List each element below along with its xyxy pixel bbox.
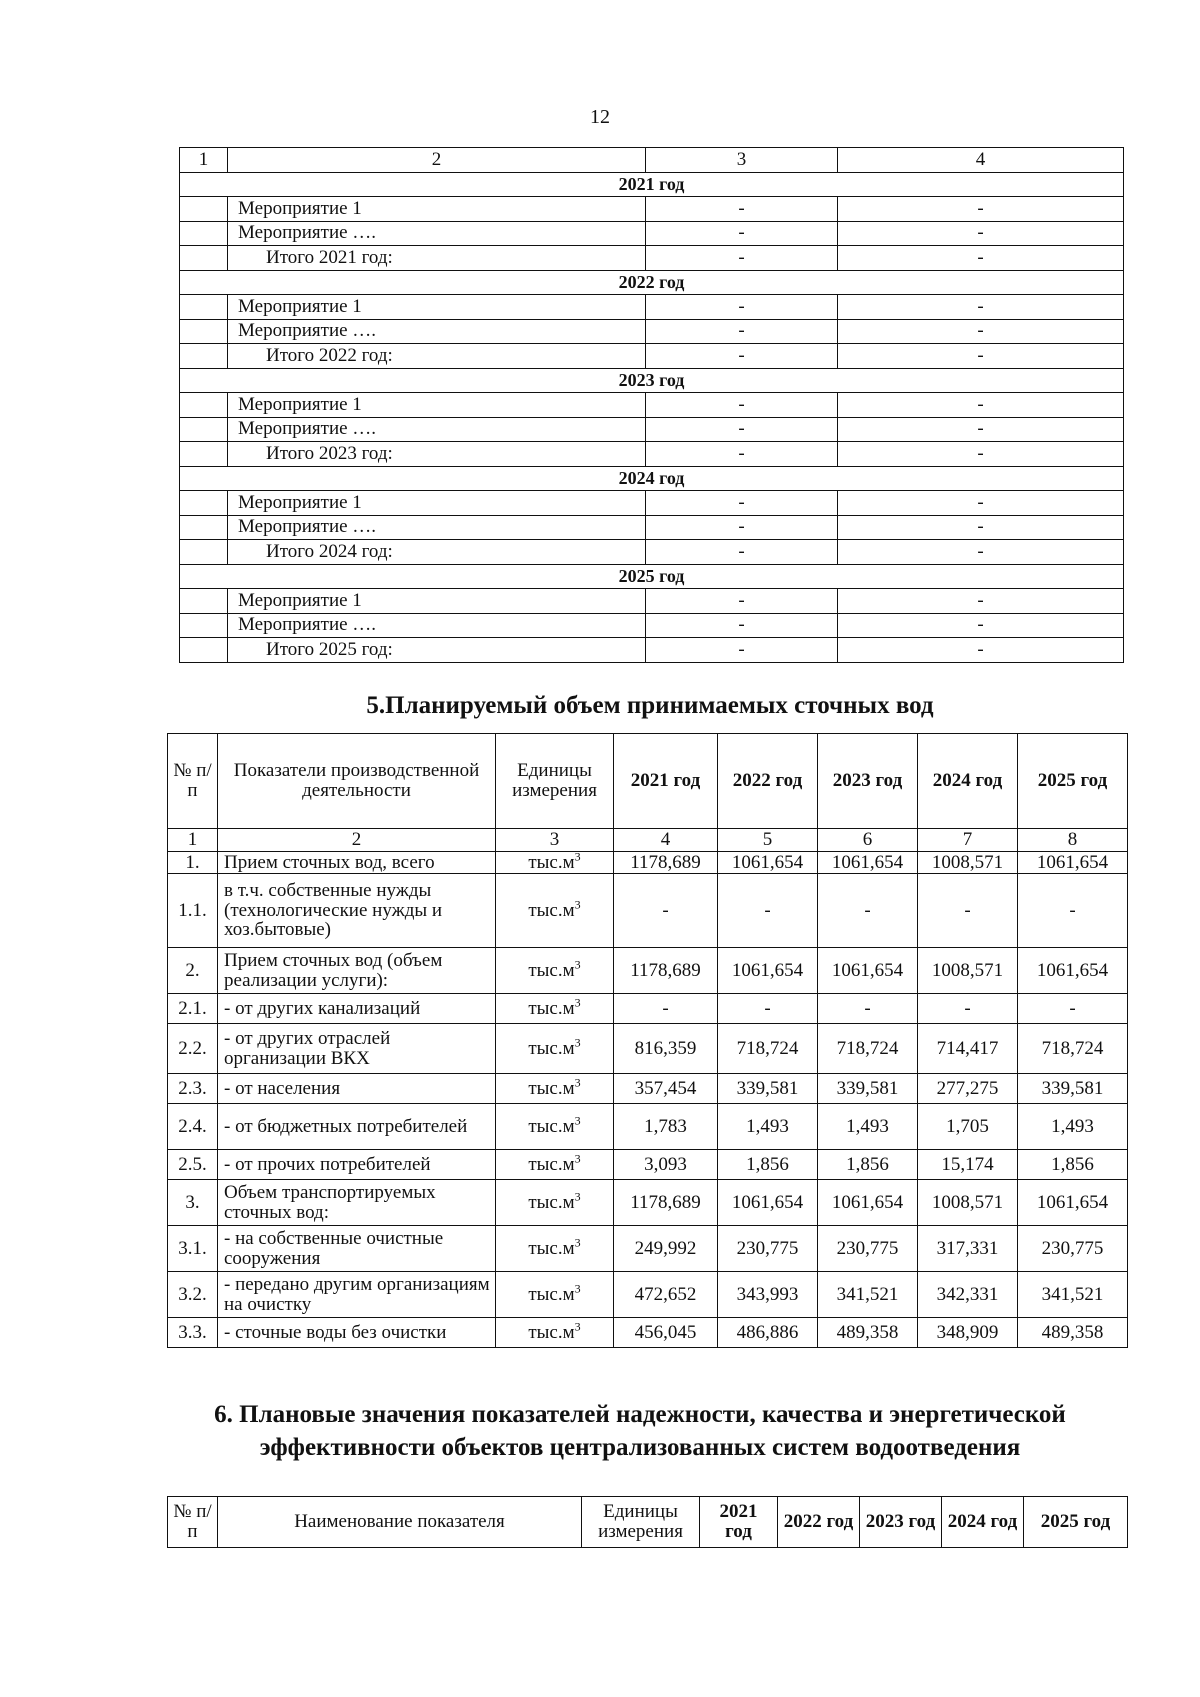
table-row (168, 874, 1128, 948)
row-number: 2.3. (168, 1074, 218, 1104)
value-cell: - (614, 874, 718, 948)
column-number: 2 (228, 148, 646, 173)
value-cell: 1,493 (718, 1104, 818, 1150)
value-cell: - (838, 638, 1124, 663)
value-cell: 718,724 (1018, 1024, 1128, 1074)
value-cell: 339,581 (1018, 1074, 1128, 1104)
row-number: 3.2. (168, 1272, 218, 1318)
value-cell: - (646, 540, 838, 565)
unit-superscript: 3 (574, 995, 581, 1010)
value-cell: - (818, 874, 918, 948)
value-cell: 1061,654 (818, 948, 918, 994)
empty-cell (180, 221, 228, 246)
column-number: 1 (180, 148, 228, 173)
row-number: 2.4. (168, 1104, 218, 1150)
wastewater-volume-table (167, 733, 1128, 1348)
table-header-row (180, 148, 1124, 173)
unit-cell (496, 849, 614, 874)
column-number: 4 (614, 829, 718, 852)
unit-text: тыс.м (528, 1191, 575, 1213)
value-cell: - (838, 344, 1124, 369)
column-number: 5 (718, 829, 818, 852)
value-cell: 1,856 (718, 1150, 818, 1180)
value-cell: - (838, 491, 1124, 516)
year-row (180, 270, 1124, 295)
value-cell: - (838, 589, 1124, 614)
value-cell: - (718, 874, 818, 948)
year-row (180, 564, 1124, 589)
value-cell: 1061,654 (818, 852, 918, 874)
row-number: 3.3. (168, 1318, 218, 1348)
column-number: 3 (496, 829, 614, 852)
empty-cell (180, 246, 228, 271)
column-number: 4 (838, 148, 1124, 173)
value-cell: 486,886 (718, 1318, 818, 1348)
column-header: 2021 год (614, 734, 718, 829)
value-cell: - (718, 994, 818, 1024)
event-name: Мероприятие …. (228, 319, 646, 344)
section6-title: 6. Плановые значения показателей надежности, качества и энергетической эффективности объектов централизованных систем водоотведения (214, 1401, 1066, 1461)
unit-superscript: 3 (574, 1151, 581, 1166)
row-number: 2. (168, 948, 218, 994)
year-row (180, 172, 1124, 197)
value-cell: - (646, 295, 838, 320)
empty-cell (180, 540, 228, 565)
value-cell: 1008,571 (918, 1180, 1018, 1226)
empty-cell (180, 491, 228, 516)
unit-cell (496, 1180, 614, 1226)
value-cell: - (1018, 874, 1128, 948)
value-cell: 1,783 (614, 1104, 718, 1150)
unit-text: тыс.м (528, 997, 575, 1019)
event-name: Итого 2021 год: (228, 246, 646, 271)
column-numbers-row (168, 829, 1128, 852)
year-label: 2025 год (180, 564, 1124, 589)
column-header: 2022 год (778, 1497, 860, 1548)
value-cell: 472,652 (614, 1272, 718, 1318)
event-name: Мероприятие 1 (228, 491, 646, 516)
value-cell: - (646, 221, 838, 246)
unit-superscript: 3 (574, 897, 581, 912)
value-cell: 341,521 (1018, 1272, 1128, 1318)
unit-superscript: 3 (574, 1281, 581, 1296)
event-name: Итого 2023 год: (228, 442, 646, 467)
value-cell: - (614, 994, 718, 1024)
table-row (168, 852, 1128, 874)
value-cell: 1,856 (1018, 1150, 1128, 1180)
column-header: Показатели производственной деятельности (218, 734, 496, 829)
value-cell: 714,417 (918, 1024, 1018, 1074)
unit-text: тыс.м (528, 959, 575, 981)
value-cell: 341,521 (818, 1272, 918, 1318)
value-cell: 456,045 (614, 1318, 718, 1348)
column-number: 1 (168, 829, 218, 852)
indicator-name: Прием сточных вод (объем реализации услуги): (218, 948, 496, 994)
value-cell: 1061,654 (1018, 852, 1128, 874)
value-cell: 718,724 (718, 1024, 818, 1074)
table-row (168, 1226, 1128, 1272)
value-cell: 1061,654 (718, 1180, 818, 1226)
table-row (180, 295, 1124, 320)
value-cell: 339,581 (718, 1074, 818, 1104)
table-row (168, 1272, 1128, 1318)
value-cell: - (646, 344, 838, 369)
value-cell: 1061,654 (818, 1180, 918, 1226)
value-cell: 3,093 (614, 1150, 718, 1180)
event-name: Мероприятие 1 (228, 393, 646, 418)
unit-cell (496, 948, 614, 994)
empty-cell (180, 613, 228, 638)
column-number: 3 (646, 148, 838, 173)
unit-cell (496, 1074, 614, 1104)
unit-cell (496, 994, 614, 1024)
unit-superscript: 3 (574, 1075, 581, 1090)
table-row (168, 1024, 1128, 1074)
value-cell: 1061,654 (1018, 1180, 1128, 1226)
value-cell: 1061,654 (718, 852, 818, 874)
year-row (180, 368, 1124, 393)
value-cell: 317,331 (918, 1226, 1018, 1272)
column-header: 2022 год (718, 734, 818, 829)
value-cell: 15,174 (918, 1150, 1018, 1180)
unit-cell (496, 1104, 614, 1150)
column-header: 2023 год (818, 734, 918, 829)
row-number: 3. (168, 1180, 218, 1226)
unit-cell (496, 1024, 614, 1074)
value-cell: 489,358 (1018, 1318, 1128, 1348)
unit-text: тыс.м (528, 1115, 575, 1137)
table-row (168, 1074, 1128, 1104)
event-name: Мероприятие …. (228, 417, 646, 442)
empty-cell (180, 393, 228, 418)
column-header: 2021 год (700, 1497, 778, 1548)
value-cell: - (838, 197, 1124, 222)
row-number: 2.2. (168, 1024, 218, 1074)
value-cell: 718,724 (818, 1024, 918, 1074)
value-cell: 1,705 (918, 1104, 1018, 1150)
value-cell: - (818, 994, 918, 1024)
unit-superscript: 3 (574, 1035, 581, 1050)
year-label: 2021 год (180, 172, 1124, 197)
table-row (180, 197, 1124, 222)
table-row (168, 994, 1128, 1024)
table-row (168, 1150, 1128, 1180)
events-table (179, 147, 1124, 663)
table-row (180, 613, 1124, 638)
indicator-name: Объем транспортируемых сточных вод: (218, 1180, 496, 1226)
event-name: Мероприятие 1 (228, 197, 646, 222)
indicator-name: - от других канализаций (218, 994, 496, 1024)
value-cell: 343,993 (718, 1272, 818, 1318)
year-row (180, 466, 1124, 491)
unit-text: тыс.м (528, 1037, 575, 1059)
unit-cell (496, 1226, 614, 1272)
empty-cell (180, 344, 228, 369)
value-cell: - (646, 393, 838, 418)
table-row (180, 515, 1124, 540)
column-header: Единицы измерения (582, 1497, 700, 1548)
unit-text: тыс.м (528, 1283, 575, 1305)
value-cell: - (646, 246, 838, 271)
event-name: Итого 2025 год: (228, 638, 646, 663)
empty-cell (180, 319, 228, 344)
unit-superscript: 3 (574, 1235, 581, 1250)
row-number: 3.1. (168, 1226, 218, 1272)
table-row (180, 442, 1124, 467)
value-cell: 816,359 (614, 1024, 718, 1074)
indicator-name: - от других отраслей организации ВКХ (218, 1024, 496, 1074)
table-row (180, 417, 1124, 442)
row-number: 2.1. (168, 994, 218, 1024)
value-cell: 348,909 (918, 1318, 1018, 1348)
unit-text: тыс.м (528, 1237, 575, 1259)
empty-cell (180, 638, 228, 663)
value-cell: - (838, 442, 1124, 467)
column-header: 2025 год (1018, 734, 1128, 829)
value-cell: 1,493 (818, 1104, 918, 1150)
table-row (168, 1318, 1128, 1348)
event-name: Мероприятие 1 (228, 589, 646, 614)
unit-text: тыс.м (528, 1321, 575, 1343)
value-cell: - (646, 613, 838, 638)
section5-title: 5.Планируемый объем принимаемых сточных вод (366, 692, 934, 719)
value-cell: - (646, 197, 838, 222)
indicator-name: в т.ч. собственные нужды (технологические нужды и хоз.бытовые) (218, 874, 496, 948)
indicator-name: - на собственные очистные сооружения (218, 1226, 496, 1272)
value-cell: - (838, 540, 1124, 565)
value-cell: 1178,689 (614, 852, 718, 874)
value-cell: - (918, 994, 1018, 1024)
value-cell: 1178,689 (614, 1180, 718, 1226)
event-name: Мероприятие …. (228, 515, 646, 540)
value-cell: 489,358 (818, 1318, 918, 1348)
event-name: Итого 2022 год: (228, 344, 646, 369)
unit-superscript: 3 (574, 1189, 581, 1204)
value-cell: - (838, 295, 1124, 320)
table-row (180, 491, 1124, 516)
value-cell: 277,275 (918, 1074, 1018, 1104)
event-name: Итого 2024 год: (228, 540, 646, 565)
value-cell: - (646, 319, 838, 344)
column-number: 7 (918, 829, 1018, 852)
event-name: Мероприятие …. (228, 221, 646, 246)
unit-superscript: 3 (574, 1113, 581, 1128)
value-cell: 1008,571 (918, 852, 1018, 874)
empty-cell (180, 515, 228, 540)
value-cell: 230,775 (1018, 1226, 1128, 1272)
indicator-name: - от бюджетных потребителей (218, 1104, 496, 1150)
value-cell: 1,856 (818, 1150, 918, 1180)
year-label: 2023 год (180, 368, 1124, 393)
indicator-name: - от прочих потребителей (218, 1150, 496, 1180)
empty-cell (180, 417, 228, 442)
value-cell: - (646, 491, 838, 516)
value-cell: 1061,654 (718, 948, 818, 994)
table-row (180, 221, 1124, 246)
column-header: Наименование показателя (218, 1497, 582, 1548)
value-cell: - (838, 221, 1124, 246)
page-number: 12 (590, 106, 610, 128)
table-row (180, 540, 1124, 565)
unit-text: тыс.м (528, 1077, 575, 1099)
unit-superscript: 3 (574, 957, 581, 972)
value-cell: 1008,571 (918, 948, 1018, 994)
column-header: Единицы измерения (496, 734, 614, 829)
value-cell: 357,454 (614, 1074, 718, 1104)
column-header: № п/п (168, 734, 218, 829)
column-header: 2025 год (1024, 1497, 1128, 1548)
column-number: 8 (1018, 829, 1128, 852)
event-name: Мероприятие 1 (228, 295, 646, 320)
value-cell: - (646, 442, 838, 467)
unit-cell (496, 1318, 614, 1348)
table-row (180, 589, 1124, 614)
value-cell: - (838, 515, 1124, 540)
year-label: 2022 год (180, 270, 1124, 295)
value-cell: 249,992 (614, 1226, 718, 1272)
unit-cell (496, 874, 614, 948)
value-cell: - (838, 417, 1124, 442)
empty-cell (180, 295, 228, 320)
table-row (168, 948, 1128, 994)
row-number: 1. (168, 852, 218, 874)
table-row (180, 638, 1124, 663)
value-cell: - (646, 638, 838, 663)
column-header: 2024 год (918, 734, 1018, 829)
indicator-name: Прием сточных вод, всего (218, 852, 496, 874)
unit-text: тыс.м (528, 851, 575, 873)
row-number: 1.1. (168, 874, 218, 948)
empty-cell (180, 589, 228, 614)
column-number: 6 (818, 829, 918, 852)
value-cell: - (918, 874, 1018, 948)
value-cell: 339,581 (818, 1074, 918, 1104)
value-cell: - (1018, 994, 1128, 1024)
value-cell: - (646, 515, 838, 540)
unit-superscript: 3 (574, 1319, 581, 1334)
value-cell: - (838, 246, 1124, 271)
unit-cell (496, 1272, 614, 1318)
row-number: 2.5. (168, 1150, 218, 1180)
column-number: 2 (218, 829, 496, 852)
value-cell: - (838, 319, 1124, 344)
value-cell: 230,775 (818, 1226, 918, 1272)
unit-text: тыс.м (528, 899, 575, 921)
unit-cell (496, 1150, 614, 1180)
event-name: Мероприятие …. (228, 613, 646, 638)
value-cell: 1061,654 (1018, 948, 1128, 994)
value-cell: - (838, 613, 1124, 638)
table-row (180, 319, 1124, 344)
unit-text: тыс.м (528, 1153, 575, 1175)
year-label: 2024 год (180, 466, 1124, 491)
table-row (180, 246, 1124, 271)
empty-cell (180, 442, 228, 467)
table-row (180, 393, 1124, 418)
value-cell: 1,493 (1018, 1104, 1128, 1150)
value-cell: 230,775 (718, 1226, 818, 1272)
table-row (168, 1180, 1128, 1226)
column-header: № п/п (168, 1497, 218, 1548)
unit-superscript: 3 (574, 849, 581, 864)
value-cell: 342,331 (918, 1272, 1018, 1318)
indicator-name: - передано другим организациям на очистку (218, 1272, 496, 1318)
column-header: 2023 год (860, 1497, 942, 1548)
value-cell: - (646, 417, 838, 442)
value-cell: - (838, 393, 1124, 418)
column-header: 2024 год (942, 1497, 1024, 1548)
value-cell: 1178,689 (614, 948, 718, 994)
empty-cell (180, 197, 228, 222)
table-row (180, 344, 1124, 369)
value-cell: - (646, 589, 838, 614)
indicators-table (167, 1496, 1128, 1548)
indicator-name: - сточные воды без очистки (218, 1318, 496, 1348)
table-row (168, 1104, 1128, 1150)
indicator-name: - от населения (218, 1074, 496, 1104)
